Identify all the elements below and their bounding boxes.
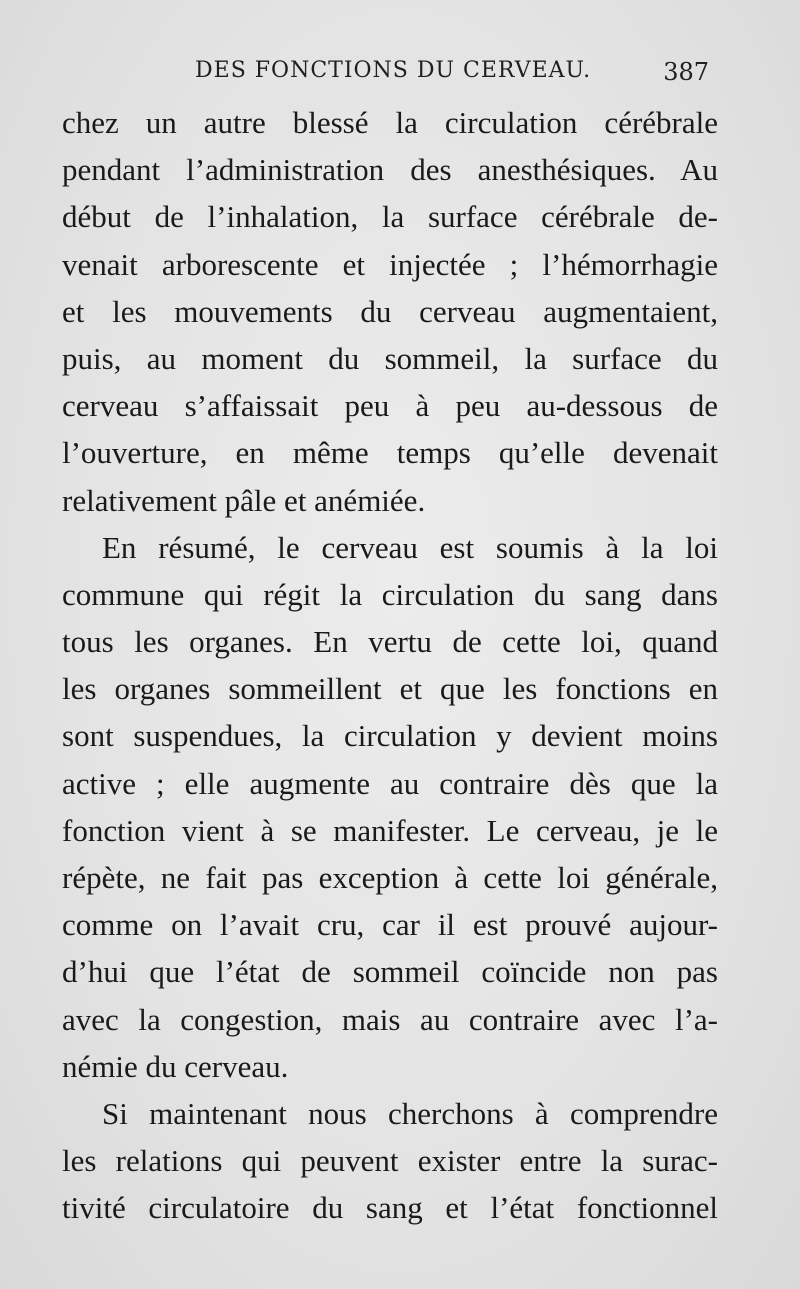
text-line: pendant l’administration des anesthésiques. Au xyxy=(62,152,718,188)
paragraph-start-line: En résumé, le cerveau est soumis à la loi xyxy=(102,529,718,565)
page-number: 387 xyxy=(663,58,709,86)
body-text xyxy=(62,99,718,1232)
text-line: les relations qui peuvent exister entre la surac- xyxy=(62,1143,718,1179)
page-header xyxy=(195,52,715,92)
text-line: début de l’inhalation, la surface cérébrale de- xyxy=(62,199,718,235)
text-line: et les mouvements du cerveau augmentaient, xyxy=(62,293,718,329)
text-line: cerveau s’affaissait peu à peu au-dessous de xyxy=(62,388,718,424)
text-line: némie du cerveau. xyxy=(62,1048,289,1084)
paragraph-start-line: Si maintenant nous cherchons à comprendre xyxy=(102,1095,718,1131)
text-line: relativement pâle et anémiée. xyxy=(62,482,426,518)
text-line: commune qui régit la circulation du sang dans xyxy=(62,576,718,612)
text-line: avec la congestion, mais au contraire avec l’a- xyxy=(62,1001,718,1037)
text-line: sont suspendues, la circulation y devient moins xyxy=(62,718,718,754)
text-line: tivité circulatoire du sang et l’état fonctionnel xyxy=(62,1190,718,1226)
running-title: DES FONCTIONS DU CERVEAU. xyxy=(195,58,592,83)
text-line: répète, ne fait pas exception à cette loi générale, xyxy=(62,860,718,895)
text-line: comme on l’avait cru, car il est prouvé aujour- xyxy=(62,907,718,943)
text-line: chez un autre blessé la circulation cérébrale xyxy=(62,105,718,140)
text-line: venait arborescente et injectée ; l’hémorrhagie xyxy=(62,246,718,282)
text-line: d’hui que l’état de sommeil coïncide non pas xyxy=(62,954,718,990)
text-line: puis, au moment du sommeil, la surface du xyxy=(62,340,718,376)
text-line: fonction vient à se manifester. Le cerveau, je le xyxy=(62,812,718,848)
text-line: tous les organes. En vertu de cette loi, quand xyxy=(62,624,718,660)
text-line: active ; elle augmente au contraire dès que la xyxy=(62,765,718,801)
text-line: l’ouverture, en même temps qu’elle devenait xyxy=(62,435,718,471)
text-line: les organes sommeillent et que les fonctions en xyxy=(62,671,718,707)
